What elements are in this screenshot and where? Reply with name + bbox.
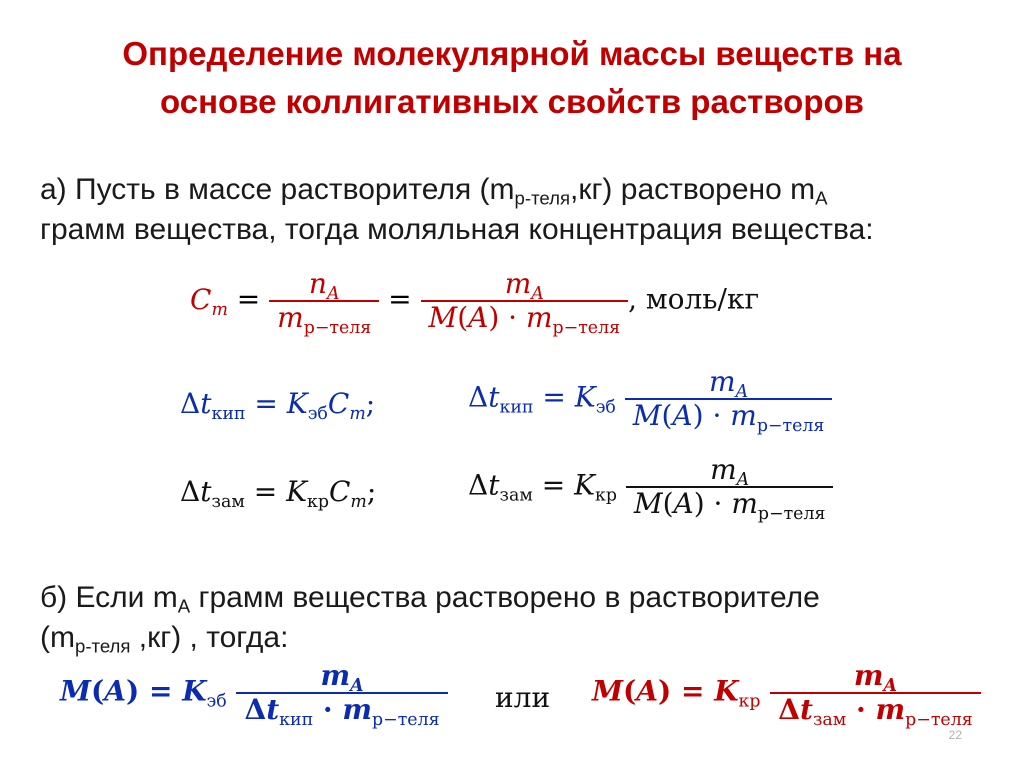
part-a-line-2: грамм вещества, тогда моляльная концентрация вещества: bbox=[40, 213, 874, 246]
boiling-formula-short: $\Delta t_{кип} = K_{эб}C_m$; bbox=[180, 387, 376, 425]
page-number: 22 bbox=[948, 728, 962, 742]
or-connector: или bbox=[495, 681, 551, 714]
part-a-text bbox=[40, 170, 874, 250]
freezing-formula-short: $\Delta t_{зам} = K_{кр}C_m$; bbox=[180, 475, 377, 513]
part-a-line-1: а) Пусть в массе растворителя $(m_{р-теля},кг)$ растворено $m_A$ bbox=[40, 173, 828, 209]
slide-title bbox=[0, 30, 1024, 126]
boiling-formula-full: $\Delta t_{кип} = K_{эб}$ $\frac{m_A}{M(A) \cdot m_{р-теля}}$ bbox=[468, 366, 832, 432]
title-line-2: основе коллигативных свойств растворов bbox=[160, 83, 864, 120]
part-b-text bbox=[40, 578, 820, 658]
part-b-line-2: ($m_{р-теля}$ ,кг) , тогда: bbox=[40, 621, 289, 657]
molality-formula: $C_m$ = $\frac{n_A}{m_{р-теля}}$ = $\frac{m_A}{M(A) \cdot m_{р-теля}}$ , моль/кг bbox=[190, 267, 760, 339]
molar-mass-freezing-formula: $M(A) = K_{кр}$ $\frac{m_A}{\Delta t_{зам} \cdot m_{р-теля}}$ bbox=[592, 660, 981, 726]
freezing-formula-full: $\Delta t_{зам} = K_{кр}$ $\frac{m_A}{M(A) \cdot m_{р-теля}}$ bbox=[468, 454, 833, 520]
title-line-1: Определение молекулярной массы веществ на bbox=[122, 35, 902, 72]
unit-label: , моль/кг bbox=[628, 282, 760, 316]
part-b-line-1: б) Если $m_A$ грамм вещества растворено в растворителе bbox=[40, 581, 820, 617]
molar-mass-boiling-formula: $M(A) = K_{эб}$ $\frac{m_A}{\Delta t_{кип} \cdot m_{р-теля}}$ bbox=[60, 660, 448, 726]
